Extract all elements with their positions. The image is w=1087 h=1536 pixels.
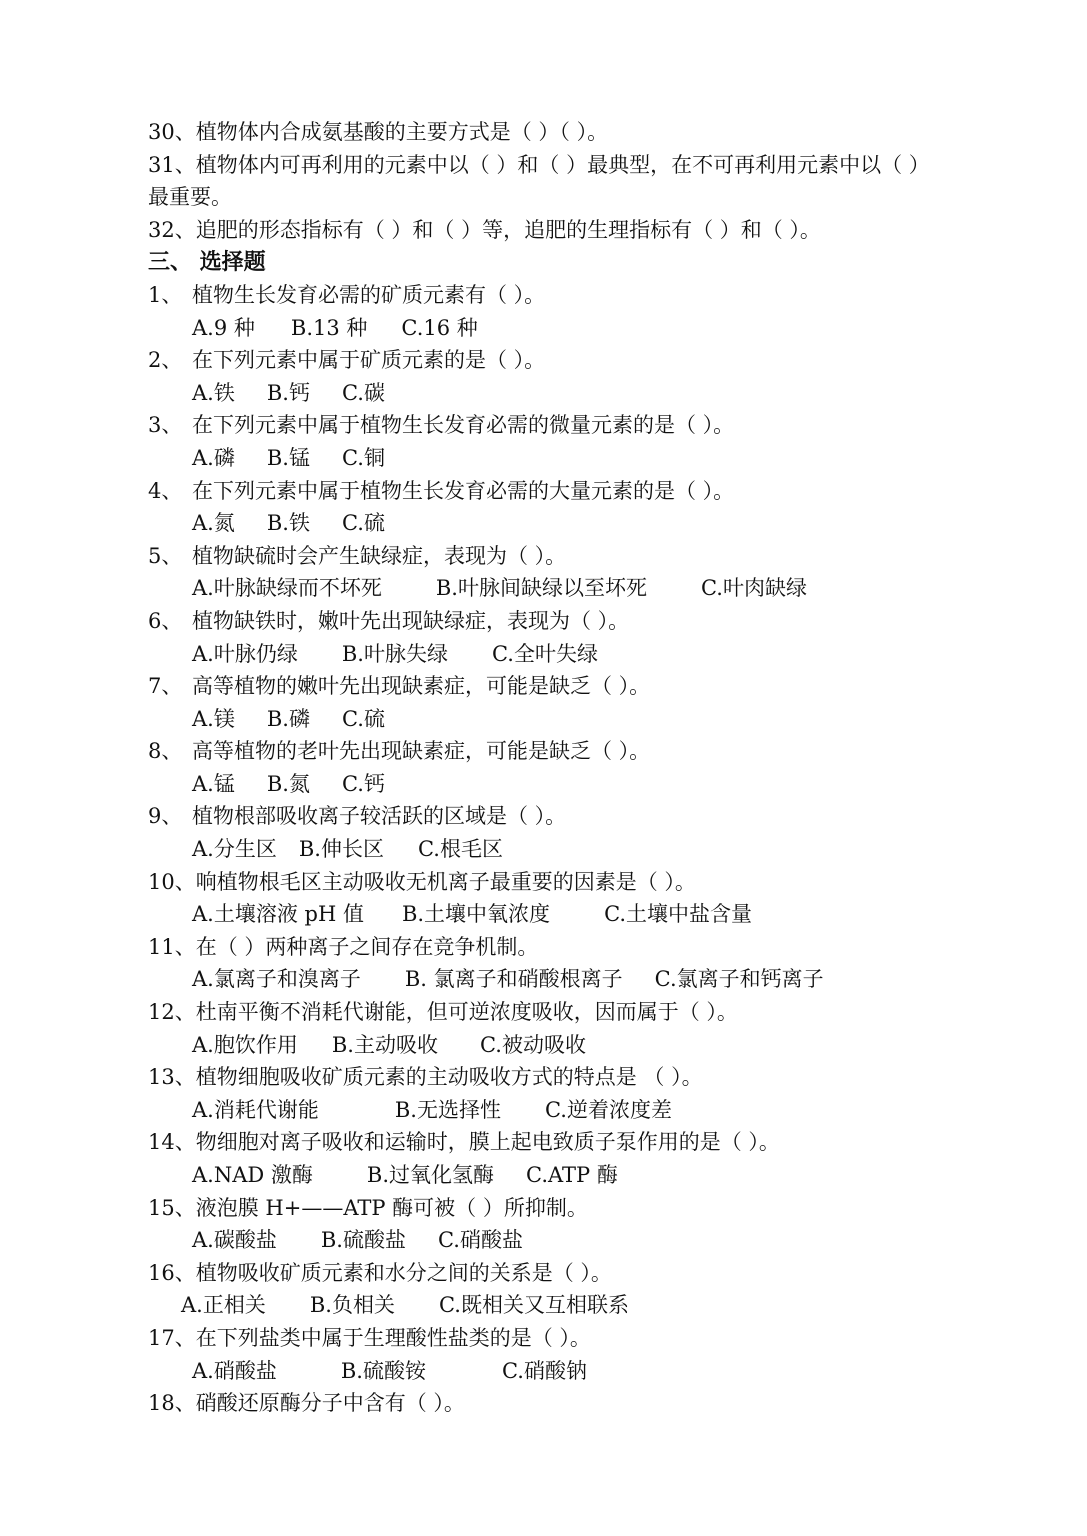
answer-option[interactable]: B.硫酸盐 [320, 1228, 406, 1253]
question-text: 硝酸还原酶分子中含有（ ）。 [195, 1391, 465, 1416]
question-number: 16、 [148, 1260, 196, 1285]
question-stem [148, 1387, 1008, 1420]
answer-options [148, 1159, 1008, 1192]
question-stem [148, 866, 1008, 899]
question-text: 高等植物的老叶先出现缺素症，可能是缺乏（ ）。 [192, 739, 651, 764]
question-number: 14、 [148, 1130, 196, 1155]
answer-options [148, 963, 1008, 996]
answer-option[interactable]: C.氯离子和钙离子 [654, 967, 824, 992]
answer-options [148, 1289, 1008, 1322]
question-number: 15、 [148, 1195, 196, 1220]
question-stem [148, 1126, 1008, 1159]
question-text: 杜南平衡不消耗代谢能，但可逆浓度吸收，因而属于（ ）。 [195, 1000, 738, 1025]
answer-options [148, 703, 1008, 736]
question-stem [148, 735, 1008, 768]
answer-option[interactable]: A.叶脉缺绿而不坏死 [192, 576, 382, 601]
answer-option[interactable]: A.铁 [192, 380, 235, 405]
question-text: 在下列元素中属于植物生长发育必需的大量元素的是（ ）。 [192, 478, 735, 503]
question-stem [148, 605, 1008, 638]
fill-in-questions [148, 116, 1008, 246]
answer-option[interactable]: C.钙 [341, 771, 385, 796]
question-number: 10、 [148, 869, 196, 894]
question-text: 在下列盐类中属于生理酸性盐类的是（ ）。 [195, 1325, 591, 1350]
question-number: 9、 [148, 804, 183, 829]
question-number: 17、 [148, 1325, 196, 1350]
answer-option[interactable]: A.土壤溶液 pH 值 [192, 902, 364, 927]
question-number: 5、 [148, 543, 183, 568]
question-stem [148, 1192, 1008, 1225]
answer-option[interactable]: B.叶脉间缺绿以至坏死 [435, 576, 647, 601]
answer-options [148, 507, 1008, 540]
answer-option[interactable]: C.逆着浓度差 [544, 1097, 672, 1122]
answer-option[interactable]: A.碳酸盐 [192, 1228, 277, 1253]
question-text: 在下列元素中属于矿质元素的是（ ）。 [192, 348, 546, 373]
question-stem [148, 800, 1008, 833]
question-number: 6、 [148, 608, 183, 633]
question-text: 植物细胞吸收矿质元素的主动吸收方式的特点是 （ ）。 [195, 1065, 703, 1090]
section-title: 三、 选择题 [148, 249, 266, 276]
answer-option[interactable]: C.碳 [341, 380, 385, 405]
answer-options [148, 1355, 1008, 1388]
question-number: 11、 [148, 934, 196, 959]
fill-question-line: 31、植物体内可再利用的元素中以（ ）和（ ）最典型，在不可再利用元素中以（ ） [148, 152, 930, 177]
answer-option[interactable]: B.磷 [266, 706, 310, 731]
answer-option[interactable]: C.硫 [341, 706, 385, 731]
question-stem [148, 1322, 1008, 1355]
question-number: 3、 [148, 413, 183, 438]
answer-option[interactable]: B.负相关 [309, 1293, 395, 1318]
answer-option[interactable]: A.9 种 [192, 315, 255, 340]
answer-option[interactable]: B.伸长区 [298, 837, 384, 862]
answer-option[interactable]: B.硫酸铵 [340, 1358, 426, 1383]
answer-option[interactable]: C.土壤中盐含量 [604, 902, 753, 927]
answer-option[interactable]: C.16 种 [401, 315, 478, 340]
answer-option[interactable]: B. 氯离子和硝酸根离子 [404, 967, 623, 992]
question-number: 8、 [148, 739, 183, 764]
answer-option[interactable]: A.氯离子和溴离子 [192, 967, 361, 992]
question-number: 13、 [148, 1065, 196, 1090]
answer-option[interactable]: B.铁 [266, 511, 310, 536]
document-page [148, 116, 1008, 1420]
answer-options [148, 312, 1008, 345]
question-stem [148, 475, 1008, 508]
question-number: 7、 [148, 674, 183, 699]
fill-question-line: 最重要。 [148, 185, 232, 210]
answer-option[interactable]: C.ATP 酶 [526, 1163, 618, 1187]
question-stem [148, 409, 1008, 442]
question-text: 植物生长发育必需的矿质元素有（ ）。 [192, 282, 546, 307]
question-stem [148, 344, 1008, 377]
question-number: 1、 [148, 282, 183, 307]
answer-option[interactable]: C.硝酸盐 [437, 1228, 523, 1253]
answer-option[interactable]: A.镁 [192, 706, 235, 731]
question-number: 12、 [148, 1000, 196, 1025]
choice-questions [148, 279, 1008, 1420]
answer-option[interactable]: B.钙 [266, 380, 310, 405]
question-number: 18、 [148, 1391, 196, 1416]
answer-option[interactable]: A.磷 [192, 445, 235, 470]
answer-option[interactable]: C.全叶失绿 [491, 641, 598, 666]
answer-options [148, 638, 1008, 671]
question-stem [148, 931, 1008, 964]
answer-option[interactable]: A.氮 [192, 511, 235, 536]
answer-option[interactable]: A.NAD 激酶 [192, 1163, 313, 1187]
answer-option[interactable]: A.正相关 [181, 1293, 266, 1318]
question-stem [148, 996, 1008, 1029]
question-text: 高等植物的嫩叶先出现缺素症，可能是缺乏（ ）。 [192, 674, 651, 699]
answer-option[interactable]: C.叶肉缺绿 [700, 576, 807, 601]
question-text: 在（ ）两种离子之间存在竞争机制。 [195, 934, 539, 959]
question-text: 植物缺硫时会产生缺绿症，表现为（ ）。 [192, 543, 567, 568]
answer-option[interactable]: C.铜 [341, 445, 385, 470]
answer-options [148, 377, 1008, 410]
fill-question-line: 32、追肥的形态指标有（ ）和（ ）等，追肥的生理指标有（ ）和（ ）。 [148, 217, 821, 242]
answer-option[interactable]: B.土壤中氧浓度 [401, 902, 551, 927]
answer-option[interactable]: A.消耗代谢能 [192, 1097, 319, 1122]
answer-option[interactable]: B.氮 [266, 771, 310, 796]
question-stem [148, 540, 1008, 573]
answer-options [148, 572, 1008, 605]
answer-option[interactable]: C.根毛区 [417, 837, 503, 862]
answer-option[interactable]: A.胞饮作用 [192, 1032, 298, 1057]
question-number: 4、 [148, 478, 183, 503]
question-text: 液泡膜 H+——ATP 酶可被（ ）所抑制。 [195, 1195, 588, 1220]
answer-option[interactable]: A.分生区 [192, 837, 277, 862]
question-stem [148, 670, 1008, 703]
fill-question-line: 30、植物体内合成氨基酸的主要方式是（ ）（ ）。 [148, 120, 609, 144]
question-stem [148, 1061, 1008, 1094]
question-text: 植物吸收矿质元素和水分之间的关系是（ ）。 [195, 1260, 612, 1285]
answer-options [148, 1029, 1008, 1062]
answer-options [148, 442, 1008, 475]
question-text: 植物缺铁时，嫩叶先出现缺绿症，表现为（ ）。 [192, 608, 630, 633]
answer-option[interactable]: C.硝酸钠 [501, 1358, 587, 1383]
question-text: 响植物根毛区主动吸收无机离子最重要的因素是（ ）。 [195, 869, 696, 894]
answer-options [148, 898, 1008, 931]
answer-option[interactable]: A.硝酸盐 [192, 1358, 277, 1383]
answer-option[interactable]: B.锰 [266, 445, 310, 470]
answer-options [148, 1224, 1008, 1257]
answer-option[interactable]: A.锰 [192, 771, 235, 796]
answer-options [148, 833, 1008, 866]
question-number: 2、 [148, 348, 183, 373]
question-stem [148, 1257, 1008, 1290]
question-stem [148, 279, 1008, 312]
answer-options [148, 768, 1008, 801]
question-text: 在下列元素中属于植物生长发育必需的微量元素的是（ ）。 [192, 413, 735, 438]
answer-option[interactable]: C.硫 [341, 511, 385, 536]
answer-option[interactable]: C.被动吸收 [479, 1032, 586, 1057]
answer-options [148, 1094, 1008, 1127]
answer-option[interactable]: C.既相关又互相联系 [438, 1293, 629, 1318]
question-text: 物细胞对离子吸收和运输时，膜上起电致质子泵作用的是（ ）。 [195, 1130, 780, 1155]
question-text: 植物根部吸收离子较活跃的区域是（ ）。 [192, 804, 567, 829]
answer-option[interactable]: B.叶脉失绿 [341, 641, 448, 666]
answer-option[interactable]: B.无选择性 [394, 1097, 501, 1122]
answer-option[interactable]: A.叶脉仍绿 [192, 641, 298, 666]
answer-option[interactable]: B.13 种 [290, 315, 368, 340]
answer-option[interactable]: B.主动吸收 [331, 1032, 438, 1057]
answer-option[interactable]: B.过氧化氢酶 [366, 1163, 495, 1187]
